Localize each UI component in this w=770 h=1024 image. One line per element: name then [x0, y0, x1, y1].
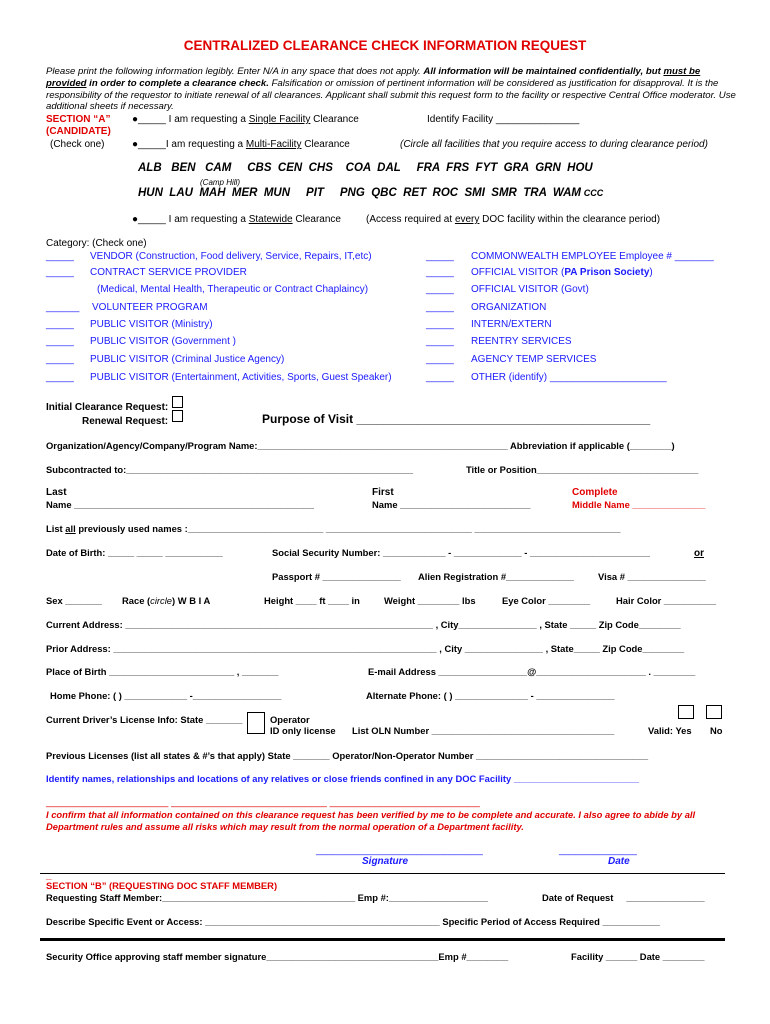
signature-line[interactable]: ______________________________	[316, 845, 483, 856]
statewide-note-u: every	[454, 214, 480, 225]
section-b-label: SECTION “B” (REQUESTING DOC STAFF MEMBER)	[46, 880, 278, 891]
relatives-field[interactable]: Identify names, relationships and locations of any relatives or close friends confined in any DOC Facility ________________________	[46, 773, 639, 784]
cat-left-label: PUBLIC VISITOR (Entertainment, Activities, Sports, Guest Speaker)	[90, 372, 392, 383]
cat-right-label	[471, 267, 653, 278]
facility-date-field[interactable]: Facility ______ Date ________	[571, 951, 705, 962]
cat-left-blank[interactable]: _____	[46, 251, 74, 262]
subcontracted-field[interactable]: Subcontracted to:_______________________________________________________	[46, 464, 413, 475]
prev-names-u: all	[65, 523, 76, 534]
intro-paragraph	[46, 66, 736, 113]
cat-right-post: )	[649, 267, 653, 278]
email-field[interactable]: E-mail Address _________________@_____________________ . ________	[368, 666, 696, 677]
cat-right-label: COMMONWEALTH EMPLOYEE Employee # _______	[471, 251, 714, 262]
statewide-post: Clearance	[292, 214, 341, 225]
circle-facilities-note: (Circle all facilities that you require access to during clearance period)	[400, 139, 708, 150]
current-address-field[interactable]: Current Address: ___________________________________________________________ , City_______________ , State _____ Zip Code________	[46, 619, 681, 630]
check-one-label: (Check one)	[50, 139, 105, 150]
id-only-license-label: ID only license	[270, 725, 336, 736]
intro-text-4: in order to complete a clearance check.	[86, 77, 269, 89]
cat-left-blank[interactable]: ______	[46, 302, 80, 313]
cat-right-label: AGENCY TEMP SERVICES	[471, 354, 597, 365]
license-type-checkbox[interactable]	[247, 712, 265, 734]
multi-facility-option[interactable]	[132, 139, 350, 150]
multi-pre: _____I am requesting a	[138, 139, 246, 150]
complete-label: Complete	[572, 487, 618, 498]
cat-left-blank[interactable]: _____	[46, 267, 74, 278]
date-line[interactable]: ______________	[559, 845, 637, 856]
ccc-code: CCC	[583, 188, 604, 198]
race-circle: circle	[150, 595, 173, 606]
cat-right-text: OFFICIAL VISITOR (	[471, 267, 565, 278]
camp-hill-note: (Camp Hill)	[200, 178, 240, 187]
previous-names-field[interactable]	[46, 523, 621, 534]
cat-left-blank[interactable]: _____	[46, 336, 74, 347]
identify-facility-field[interactable]: Identify Facility _______________	[427, 114, 580, 125]
single-facility-option[interactable]	[132, 114, 359, 125]
valid-yes-checkbox[interactable]	[678, 705, 694, 719]
bullet-icon: ●	[132, 214, 139, 225]
codes-row-2-text: HUN LAU MAH MER MUN PIT PNG QBC RET ROC SMI SMR TRA WAM	[138, 187, 581, 199]
requesting-staff-field[interactable]: Requesting Staff Member:_____________________________________ Emp #:___________________	[46, 892, 488, 903]
cat-right-label: ORGANIZATION	[471, 302, 547, 313]
initial-request-label: Initial Clearance Request:	[46, 402, 169, 413]
cat-right-bold: PA Prison Society	[564, 267, 650, 278]
category-label: Category: (Check one)	[46, 238, 147, 249]
single-u: Single Facility	[248, 114, 311, 125]
cat-left-blank[interactable]: _____	[46, 354, 74, 365]
facility-codes-row-2[interactable]	[138, 187, 603, 199]
facility-codes-row-1[interactable]: ALB BEN CAM CBS CEN CHS COA DAL FRA FRS FYT GRA GRN HOU	[138, 162, 593, 174]
cat-right-blank[interactable]: _____	[426, 336, 454, 347]
section-b-underscore: _	[46, 870, 52, 881]
race-post: ) W B I A	[172, 595, 211, 606]
first-name-field[interactable]: Name _________________________	[372, 499, 531, 510]
cat-right-blank[interactable]: _____	[426, 267, 454, 278]
form-title: CENTRALIZED CLEARANCE CHECK INFORMATION REQUEST	[183, 38, 587, 53]
middle-name-text: Middle Name ______________	[572, 499, 706, 510]
cat-right-label: OTHER (identify) _____________________	[471, 372, 667, 383]
section-divider-top	[40, 873, 725, 874]
height-field[interactable]: Height ____ ft ____ in	[264, 595, 360, 606]
intro-text-3: must be provided	[46, 66, 701, 89]
operator-label: Operator	[270, 714, 310, 725]
bullet-icon: ●	[132, 114, 139, 125]
last-label: Last	[46, 487, 67, 498]
prev-names-pre: List	[46, 523, 66, 534]
alien-registration-field[interactable]: Alien Registration #_____________	[418, 571, 574, 582]
intro-text-5: Falsification or omission of pertinent information will be considered as justification for disapproval. It is the responsibility of the requestor to initiate renewal of all clearances. Applicant shall submit this request form to the facility or respective Central Office moderator. Use additional sheets if necessary.	[46, 77, 736, 113]
passport-field[interactable]: Passport # _______________	[272, 571, 401, 582]
hair-color-field[interactable]: Hair Color __________	[616, 595, 717, 606]
date-of-birth-field[interactable]: Date of Birth: _____ _____ ___________	[46, 547, 223, 558]
oln-number-field[interactable]: List OLN Number ___________________________________	[352, 725, 615, 736]
previous-licenses-field[interactable]: Previous Licenses (list all states & #’s that apply) State _______ Operator/Non-Operator Number _________________________________	[46, 750, 649, 761]
cat-right-blank[interactable]: _____	[426, 251, 454, 262]
cat-left-label: CONTRACT SERVICE PROVIDER	[90, 267, 247, 278]
visa-field[interactable]: Visa # _______________	[598, 571, 706, 582]
candidate-label: (CANDIDATE)	[46, 126, 111, 137]
cat-right-blank[interactable]: _____	[426, 354, 454, 365]
intro-text-2: All information will be maintained confidentially, but	[423, 66, 661, 77]
middle-name-field[interactable]	[572, 499, 705, 510]
or-label: or	[694, 548, 704, 559]
cat-left-label: VENDOR (Construction, Food delivery, Service, Repairs, IT,etc)	[90, 251, 372, 262]
multi-u: Multi-Facility	[245, 139, 302, 150]
signature-label: Signature	[362, 856, 409, 867]
valid-no-label: No	[710, 725, 723, 736]
section-divider-bottom	[40, 938, 725, 941]
cat-left-blank[interactable]: _____	[46, 372, 74, 383]
section-a-label: SECTION “A”	[46, 114, 111, 125]
bullet-icon: ●	[132, 139, 139, 150]
cat-right-label: REENTRY SERVICES	[471, 336, 572, 347]
cat-left-label: PUBLIC VISITOR (Ministry)	[90, 319, 213, 330]
eye-color-field[interactable]: Eye Color ________	[502, 595, 591, 606]
multi-post: Clearance	[301, 139, 350, 150]
cat-right-label: OFFICIAL VISITOR (Govt)	[471, 284, 589, 295]
weight-field[interactable]: Weight ________ lbs	[384, 595, 476, 606]
cat-right-blank[interactable]: _____	[426, 372, 454, 383]
prior-address-field[interactable]: Prior Address: ______________________________________________________________ , City _______________ , State_____ Zip Code________	[46, 643, 685, 654]
date-label: Date	[608, 856, 630, 867]
cat-left-blank[interactable]: _____	[46, 319, 74, 330]
cat-right-blank[interactable]: _____	[426, 319, 454, 330]
race-field[interactable]	[122, 595, 210, 606]
last-name-field[interactable]: Name ______________________________________________	[46, 499, 314, 510]
place-of-birth-field[interactable]: Place of Birth ________________________ , _______	[46, 666, 279, 677]
initial-request-checkbox[interactable]	[172, 396, 183, 408]
cat-left-label: VOLUNTEER PROGRAM	[92, 302, 208, 313]
organization-field[interactable]: Organization/Agency/Company/Program Name:________________________________________________ Abbreviation if applicable (________)	[46, 440, 675, 451]
cat-left-label: (Medical, Mental Health, Therapeutic or Contract Chaplaincy)	[97, 284, 369, 295]
single-post: Clearance	[310, 114, 359, 125]
statewide-note-post: DOC facility within the clearance period)	[479, 214, 661, 225]
home-phone-field[interactable]: Home Phone: ( ) ____________ -_________________	[50, 690, 282, 701]
single-pre: _____ I am requesting a	[138, 114, 249, 125]
race-pre: Race (	[122, 595, 151, 606]
renewal-request-checkbox[interactable]	[172, 410, 183, 422]
renewal-request-label: Renewal Request:	[82, 416, 169, 427]
first-label: First	[372, 487, 394, 498]
statewide-option[interactable]	[132, 214, 341, 225]
ssn-field[interactable]: Social Security Number: ____________ - _____________ - _______________________	[272, 547, 650, 558]
statewide-note-pre: (Access required at	[366, 214, 455, 225]
valid-yes-label: Valid: Yes	[648, 725, 692, 736]
confirmation-statement: I confirm that all information contained on this clearance request has been verified by me to be complete and accurate. I also agree to abide by all Department rules and assume all risks which may result from the normal operation of a Department facility.	[46, 809, 696, 832]
alternate-phone-field[interactable]: Alternate Phone: ( ) ______________ - _______________	[366, 690, 615, 701]
date-of-request-field[interactable]: Date of Request _______________	[542, 892, 705, 903]
cat-right-label: INTERN/EXTERN	[471, 319, 552, 330]
cat-left-label: PUBLIC VISITOR (Criminal Justice Agency)	[90, 354, 285, 365]
cat-right-blank[interactable]: _____	[426, 302, 454, 313]
title-position-field[interactable]: Title or Position_______________________________	[466, 464, 699, 475]
cat-right-blank[interactable]: _____	[426, 284, 454, 295]
relatives-blank-lines[interactable]: ______________________ ____________________________ ___________________________	[46, 797, 480, 808]
license-state-field[interactable]: Current Driver’s License Info: State _______	[46, 714, 243, 725]
statewide-pre: _____ I am requesting a	[138, 214, 249, 225]
statewide-note	[366, 214, 660, 225]
valid-no-checkbox[interactable]	[706, 705, 722, 719]
prev-names-post: previously used names :__________________________ ____________________________ ____________________________	[75, 523, 621, 534]
sex-field[interactable]: Sex _______	[46, 595, 102, 606]
statewide-u: Statewide	[248, 214, 293, 225]
event-access-field[interactable]: Describe Specific Event or Access: _____________________________________________ Specific Period of Access Required ___________	[46, 916, 660, 927]
cat-left-label: PUBLIC VISITOR (Government )	[90, 336, 236, 347]
security-office-field[interactable]: Security Office approving staff member signature_________________________________Emp #________	[46, 951, 509, 962]
intro-text-1: Please print the following information legibly. Enter N/A in any space that does not apply.	[46, 66, 424, 77]
purpose-of-visit-field[interactable]: Purpose of Visit ____________________________________________	[262, 412, 651, 426]
